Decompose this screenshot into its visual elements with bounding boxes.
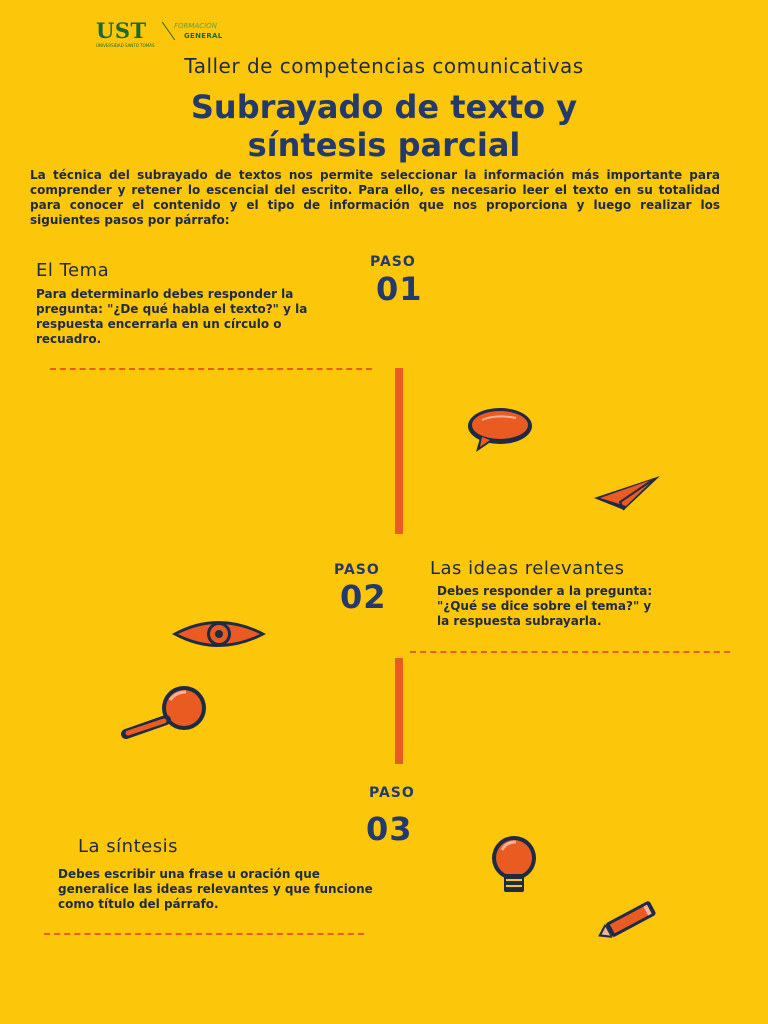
pencil-icon bbox=[594, 900, 664, 940]
step1-text: Para determinarlo debes responder la pregunta: "¿De qué habla el texto?" y la respuesta encerrarla en un círculo o recuadro. bbox=[36, 287, 308, 346]
step3-label: PASO bbox=[369, 785, 415, 801]
step1-number: 01 bbox=[376, 270, 423, 308]
step3-number: 03 bbox=[366, 810, 413, 848]
step2-heading: Las ideas relevantes bbox=[430, 558, 625, 579]
logo-tagline: UNIVERSIDAD SANTO TOMÁS bbox=[96, 43, 155, 48]
logo-brand: UST bbox=[96, 18, 147, 43]
lightbulb-icon bbox=[478, 836, 554, 894]
logo-line1: FORMACIÓN bbox=[174, 22, 217, 30]
step3-heading: La síntesis bbox=[78, 836, 178, 857]
step1-heading: El Tema bbox=[36, 260, 110, 281]
timeline-connector-1 bbox=[395, 368, 403, 534]
timeline-connector-2 bbox=[395, 658, 403, 764]
intro-paragraph: La técnica del subrayado de textos nos permite seleccionar la información más importante para comprender y retener lo escencial del escrito. Para ello, es necesario leer el texto en su totalidad para conocer el contenido y el tipo de información que nos proporciona y luego realizar los siguientes pasos por párrafo: bbox=[30, 168, 720, 227]
title-line-2: síntesis parcial bbox=[247, 126, 521, 164]
step3-text: Debes escribir una frase u oración que generalice las ideas relevantes y que funcione como título del párrafo. bbox=[58, 867, 373, 911]
step3-divider bbox=[44, 933, 364, 935]
workshop-subtitle: Taller de competencias comunicativas bbox=[184, 54, 584, 78]
title-line-1: Subrayado de texto y bbox=[190, 88, 578, 126]
step1-divider bbox=[50, 368, 372, 370]
page-title bbox=[0, 88, 768, 164]
paper-plane-icon bbox=[594, 474, 664, 514]
ust-logo bbox=[96, 18, 246, 52]
eye-icon bbox=[170, 616, 270, 652]
magnifier-icon bbox=[120, 686, 216, 738]
step1-label: PASO bbox=[370, 254, 416, 270]
step2-text: Debes responder a la pregunta: "¿Qué se dice sobre el tema?" y la respuesta subrayarla. bbox=[437, 584, 653, 628]
logo-line2: GENERAL bbox=[184, 32, 223, 40]
step2-divider bbox=[410, 651, 730, 653]
step2-label: PASO bbox=[334, 562, 380, 578]
step2-number: 02 bbox=[340, 578, 387, 616]
speech-bubble-icon bbox=[466, 404, 536, 454]
